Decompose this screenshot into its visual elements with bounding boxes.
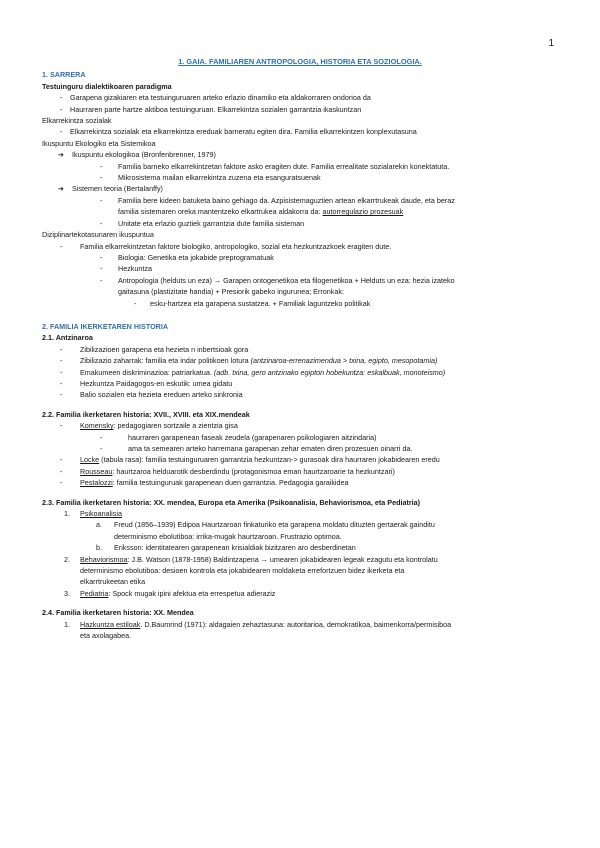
list-item: - ama ta semearen arteko harremana garapenan zehar ematen diren prozesuen oinarri da.: [100, 444, 413, 453]
list-item-continued: determinismo ebolutiboa: irrika-mugak haurtzaroan. Frustrazio optimoa.: [114, 531, 342, 541]
arrow-bullet-icon: ➔: [58, 184, 65, 194]
dash-bullet: -: [100, 173, 103, 183]
list-item: - Hezkuntza: [100, 264, 152, 274]
dash-bullet: -: [60, 241, 63, 251]
list-item-continued: gaitasuna (plastizitate handia) + Presiorik gabeko ingurunea; Erronkak:: [118, 287, 344, 297]
list-item: - Zibilizazioen garapena eta hezieta n inbertsioak gora: [60, 344, 249, 354]
subheading-diziplinar: Diziplinartekotasunaren ikuspuntua: [42, 230, 154, 240]
list-item: - Unitate eta erlazio guztiek garrantzia dute familia sisteman: [100, 218, 305, 228]
arrow-bullet-icon: ➔: [58, 150, 65, 160]
list-item: - haurraren garapenean faseak zeudela (garapenaren psikologiaren aitzindaria): [100, 432, 377, 442]
list-item: - Emakumeen diskriminazioa: patriarkatua. (adb. txina, gero antzinako egipton hobekuntza: eskalbuak, monoteismo): [60, 367, 446, 377]
list-item: - Garapena gizakiaren eta testuinguruaren arteko erlazio dinamiko eta aldakorraren ondorioa da: [60, 93, 371, 103]
dash-bullet: -: [60, 378, 63, 388]
list-item: - Pestalozzi: familia testuinguruak garapenean duen garrantzia. Pedagogia garaikidea: [60, 478, 349, 488]
number-marker: 3.: [64, 588, 70, 598]
list-item: - Familia barneko elkarrekintzetan faktore asko eragiten dute. Familia errealitate sozialarekin konektatuta.: [100, 161, 450, 171]
dash-bullet: -: [100, 432, 103, 442]
subheading-ikuspuntu: Ikuspuntu Ekologiko eta Sistemikoa: [42, 138, 156, 148]
dash-bullet: -: [60, 127, 63, 137]
list-item: ➔ Sistemen teoria (Bertalanffy): [58, 184, 163, 194]
list-item: - esku-hartzea eta garapena sustatzea. + Familiak laguntzeko politikak: [134, 298, 371, 308]
dash-bullet: -: [134, 298, 137, 308]
list-item-continued: eta axolagabea.: [80, 631, 132, 641]
list-item: - Komensky: pedagogiaren sortzaile a zientzia gisa: [60, 421, 238, 431]
number-marker: 1.: [64, 509, 70, 519]
document-page: [42, 56, 558, 642]
number-marker: 2.: [64, 554, 70, 564]
dash-bullet: -: [60, 478, 63, 488]
list-item: 1. Hazkuntza estiloak. D.Baumrind (1971): aldagaien zehaztasuna: autoritarioa, demokratikoa, baimenkorra/permisiboa: [64, 619, 452, 629]
subheading-elkarrekintza: Elkarrekintza sozialak: [42, 116, 112, 126]
list-item-continued: familia sistemaren oreka mantentzeko elkartrukea aldakorra da: autorregulazio prozesuak: [118, 207, 404, 217]
dash-bullet: -: [60, 390, 63, 400]
list-item: 2. Behaviorismoa: J.B. Watson (1878-1958) Baldintzapena → umearen jokabidearen legeak ezagutu eta kontrolatu: [64, 554, 438, 564]
subheading-testuinguru: Testuinguru dialektikoaren paradigma: [42, 81, 172, 91]
list-item: a. Freud (1856–1939) Edipoa Haurtzaroan finkaturiko eta garapena moldatu dituzten gertaerak gainditu: [96, 520, 435, 530]
underlined-term: autorregulazio prozesuak: [322, 207, 404, 217]
letter-marker: a.: [96, 520, 102, 530]
list-item: b. Eriksson: identitatearen garapenean krisialdiak bizitzaren aro desberdinetan: [96, 543, 356, 553]
page-number: 1: [548, 38, 554, 49]
list-item: - Antropologia (helduts un eza) → Garapen ontogenetikoa eta filogenetikoa + Helduts un eza: hezia izateko: [100, 275, 455, 285]
dash-bullet: -: [100, 444, 103, 453]
dash-bullet: -: [60, 344, 63, 354]
list-item: - Locke (tabula rasa): familia testuinguruaren garrantzia hezkuntzan-> gurasoak dira haurraren jokabidearen eredu: [60, 455, 440, 465]
list-item-continued: elkarrtrukeetan etika: [80, 577, 146, 587]
list-item: - Mikrosistema mailan elkarrekintza zuzena eta esanguratsuenak: [100, 173, 321, 183]
list-item: - Hezkuntza Paidagogos-en eskutik: umea gidatu: [60, 378, 233, 388]
page-title: 1. GAIA. FAMILIAREN ANTROPOLOGIA, HISTORIA ETA SOZIOLOGIA.: [178, 57, 422, 66]
list-item: - Elkarrekintza sozialak eta elkarrekintza ereduak barneratu egiten dira. Familia elkarrekintzen konplexutasuna: [60, 127, 417, 137]
letter-marker: b.: [96, 543, 102, 553]
dash-bullet: -: [60, 356, 63, 366]
list-item: ➔ Ikuspuntu ekologikoa (Bronfenbrenner, 1979): [58, 150, 216, 160]
list-item: - Rousseau: haurtzaroa helduarotik desberdindu (protagonismoa eman haurtzaroarie ta hezkuntzari): [60, 466, 395, 476]
list-item: - Balio sozialen eta hezieta ereduen arteko sinkronia: [60, 390, 243, 400]
subheading-xx-mendea: 2.4. Familia ikerketaren historia: XX. Mendea: [42, 608, 194, 618]
section-heading-historia: 2. FAMILIA IKERKETAREN HISTORIA: [42, 321, 169, 331]
list-item: - Biologia: Genetika eta jokabide preprogramatuak: [100, 252, 274, 262]
dash-bullet: -: [60, 367, 63, 377]
dash-bullet: -: [100, 195, 103, 205]
number-marker: 1.: [64, 619, 70, 629]
section-heading-sarrera: 1. SARRERA: [42, 70, 86, 80]
list-item-continued: determinismo ebolutiboa: desioen kontrola eta jokabidearen moldaketa errefortzuen bidez ikerketa eta: [80, 566, 405, 576]
dash-bullet: -: [100, 264, 103, 274]
subheading-xx-europa: 2.3. Familia ikerketaren historia: XX. mendea, Europa eta Amerika (Psikoanalisia, Behaviorismoa, eta Pediatria): [42, 497, 421, 507]
dash-bullet: -: [100, 252, 103, 262]
dash-bullet: -: [60, 466, 63, 476]
dash-bullet: -: [100, 275, 103, 285]
dash-bullet: -: [60, 421, 63, 431]
subheading-xvii-xix: 2.2. Familia ikerketaren historia: XVII., XVIII. eta XIX.mendeak: [42, 409, 250, 419]
dash-bullet: -: [100, 161, 103, 171]
list-item: 1. Psikoanalisia: [64, 509, 122, 519]
subheading-antzinaroa: 2.1. Antzinaroa: [42, 333, 93, 343]
dash-bullet: -: [60, 455, 63, 465]
list-item: - Haurraren parte hartze aktiboa testuinguruan. Elkarrekintza sozialen garrantzia ikaskuntzan: [60, 104, 362, 114]
list-item: 3. Pediatria: Spock mugak ipini afektua eta errespetua adieraziz: [64, 588, 276, 598]
dash-bullet: -: [60, 93, 63, 103]
list-item: - Zibilizazio zaharrak: familia eta indar politikoen lotura (antzinaroa-errenazimendua > txina, egipto, mesopotamia): [60, 356, 438, 366]
dash-bullet: -: [100, 218, 103, 228]
list-item: - Familia elkarrekintzetan faktore biologiko, antropologiko, sozial eta hezkuntzazkoek eragiten dute.: [60, 241, 392, 251]
dash-bullet: -: [60, 104, 63, 114]
list-item: - Familia bere kideen batuketa baino gehiago da. Azpisistemaguztien artean elkarrtrukeak daude, eta beraz: [100, 195, 455, 205]
